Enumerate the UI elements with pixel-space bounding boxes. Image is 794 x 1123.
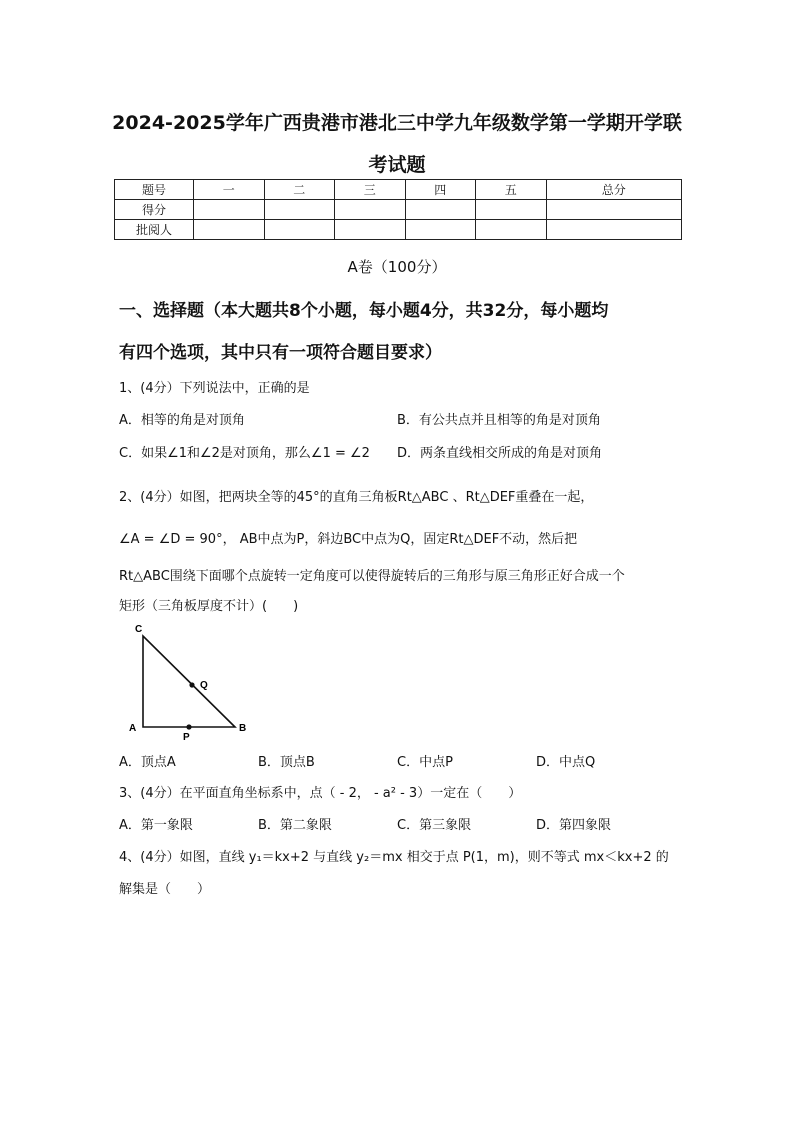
q3-option-d: D．第四象限 xyxy=(536,818,612,833)
q2-option-d: D．中点Q xyxy=(536,755,596,770)
q2-option-b: B．顶点B xyxy=(258,755,315,770)
table-cell: 五 xyxy=(476,180,547,200)
q2-line3: Rt△ABC围绕下面哪个点旋转一定角度可以使得旋转后的三角形与原三角形正好合成一个 xyxy=(119,569,625,584)
exam-title-line1: 2024-2025学年广西贵港市港北三中学九年级数学第一学期开学联 xyxy=(112,112,682,134)
exam-title-line2: 考试题 xyxy=(368,154,426,176)
table-cell xyxy=(405,220,476,240)
q1-option-a: A．相等的角是对顶角 xyxy=(119,413,245,428)
table-row xyxy=(115,200,682,220)
q3-option-b: B．第二象限 xyxy=(258,818,332,833)
q2-option-a: A．顶点A xyxy=(119,755,176,770)
q4-line2: 解集是（ ） xyxy=(119,882,211,897)
q2-line2: ∠A = ∠D = 90°， AB中点为P，斜边BC中点为Q，固定Rt△DEF不动，然后把 xyxy=(119,532,578,547)
table-cell xyxy=(476,200,547,220)
label-b: B xyxy=(239,723,247,734)
q1-option-b: B．有公共点并且相等的角是对顶角 xyxy=(397,413,601,428)
table-cell xyxy=(335,200,406,220)
q2-option-c: C．中点P xyxy=(397,755,453,770)
q1-stem: 1、(4分）下列说法中，正确的是 xyxy=(119,381,310,396)
table-cell xyxy=(546,200,682,220)
q4-line1: 4、(4分）如图，直线 y₁＝kx+2 与直线 y₂＝mx 相交于点 P(1，m)，则不等式 mx＜kx+2 的 xyxy=(119,850,669,865)
table-cell: 批阅人 xyxy=(115,220,194,240)
table-cell xyxy=(476,220,547,240)
table-cell: 总分 xyxy=(546,180,682,200)
q3-option-c: C．第三象限 xyxy=(397,818,472,833)
section1-heading-line2: 有四个选项，其中只有一项符合题目要求） xyxy=(119,343,442,363)
table-cell xyxy=(264,220,335,240)
point-q xyxy=(189,682,194,687)
q1-option-d: D．两条直线相交所成的角是对顶角 xyxy=(397,446,603,461)
score-table xyxy=(114,179,682,240)
triangle-figure xyxy=(115,618,265,743)
table-cell: 得分 xyxy=(115,200,194,220)
point-p xyxy=(186,724,191,729)
table-cell xyxy=(194,200,265,220)
table-cell xyxy=(264,200,335,220)
q1-option-c: C．如果∠1和∠2是对顶角，那么∠1 = ∠2 xyxy=(119,446,370,461)
q3-stem: 3、(4分）在平面直角坐标系中，点（ - 2， - a² - 3）一定在（ ） xyxy=(119,786,522,801)
table-cell: 一 xyxy=(194,180,265,200)
table-cell xyxy=(405,200,476,220)
section1-heading-line1: 一、选择题（本大题共8个小题，每小题4分，共32分，每小题均 xyxy=(119,301,609,321)
table-cell: 三 xyxy=(335,180,406,200)
table-cell: 二 xyxy=(264,180,335,200)
table-row xyxy=(115,180,682,200)
triangle-abc xyxy=(143,636,235,727)
label-a: A xyxy=(129,723,137,734)
q3-option-a: A．第一象限 xyxy=(119,818,193,833)
q2-line1: 2、(4分）如图，把两块全等的45°的直角三角板Rt△ABC 、Rt△DEF重叠在一起， xyxy=(119,490,594,505)
table-cell: 题号 xyxy=(115,180,194,200)
label-p: P xyxy=(183,732,190,743)
label-q: Q xyxy=(200,680,208,691)
table-cell xyxy=(335,220,406,240)
table-cell xyxy=(194,220,265,240)
paper-a-heading: A卷（100分） xyxy=(347,258,447,276)
table-row xyxy=(115,220,682,240)
table-cell xyxy=(546,220,682,240)
table-cell: 四 xyxy=(405,180,476,200)
q2-line4: 矩形（三角板厚度不计）( ) xyxy=(119,599,299,614)
label-c: C xyxy=(135,624,143,635)
